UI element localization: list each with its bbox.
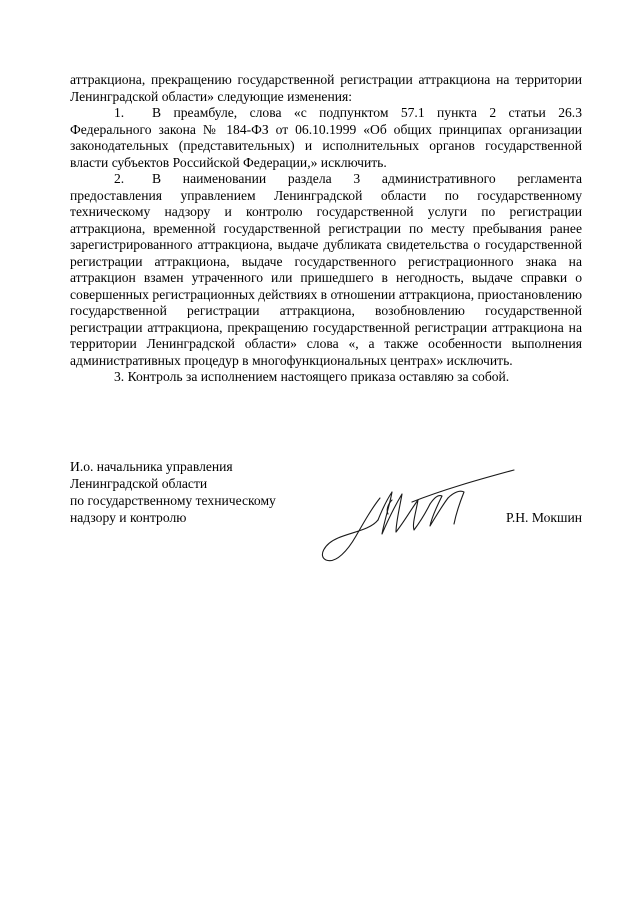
signatory-name: Р.Н. Мокшин: [505, 510, 582, 525]
item-2-number: 2.: [114, 171, 125, 186]
signatory-title-line-2: Ленинградской области: [70, 476, 208, 491]
item-2-paragraph: [70, 171, 582, 369]
item-1-paragraph: [70, 105, 582, 171]
item-1-text: В преамбуле, слова «с подпунктом 57.1 пункта 2 статьи 26.3 Федерального закона № 184-ФЗ от 06.10.1999 «Об общих принципах организации законодательных (представительных) и исполнительных органов государственной власти субъектов Российской Федерации,» исключить.: [70, 105, 582, 170]
signatory-title-line-3: по государственному техническому: [70, 493, 276, 508]
item-2-text: В наименовании раздела 3 административного регламента предоставления управлением Ленинградской области по государственному техническому надзору и контролю государственной услуги по регистрации аттракциона, временной государственной регистрации по месту пребывания ранее зарегистрированного аттракциона, выдаче дубликата свидетельства о государственной регистрации аттракциона, выдаче государственного регистрационного знака на аттракцион взамен утраченного или пришедшего в негодность, выдаче справки о совершенных регистрационных действиях в отношении аттракциона, приостановлению государственной регистрации аттракциона, возобновлению государственной регистрации аттракциона, прекращению государственной регистрации аттракциона на территории Ленинградской области» слова «, а также особенности выполнения административных процедур в многофункциональных центрах» исключить.: [70, 171, 582, 368]
intro-paragraph: аттракциона, прекращению государственной регистрации аттракциона на территории Ленинградской области» следующие изменения:: [70, 72, 582, 104]
signatory-title-line-1: И.о. начальника управления: [70, 459, 233, 474]
signatory-title: [70, 458, 310, 526]
document-body: [70, 72, 582, 386]
item-3-paragraph: 3. Контроль за исполнением настоящего приказа оставляю за собой.: [114, 369, 510, 384]
signature-block: [70, 458, 582, 548]
item-1-number: 1.: [114, 105, 125, 120]
handwritten-signature: [292, 460, 522, 570]
signatory-title-line-4: надзору и контролю: [70, 510, 187, 525]
